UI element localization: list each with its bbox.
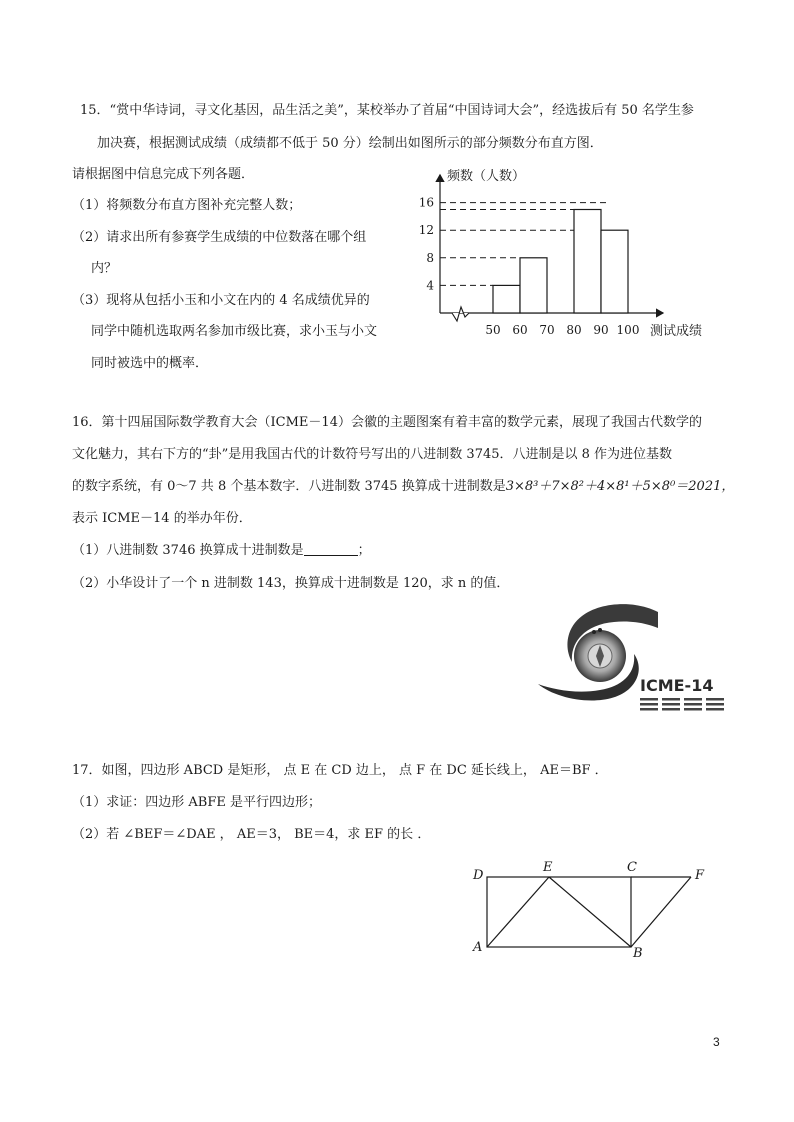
segment-eb bbox=[549, 877, 631, 947]
q15-sub-2b: 内？ bbox=[91, 261, 118, 276]
q17-sub-2: （2）若 ∠BEF＝∠DAE ， AE＝3， BE＝4，求 EF 的长 ． bbox=[72, 827, 431, 842]
q15-sub-3c: 同时被选中的概率． bbox=[91, 356, 209, 371]
label-f: F bbox=[695, 868, 705, 883]
q16-line-1: 16．第十四届国际数学教育大会（ICME－14）会徽的主题图案有着丰富的数学元素，展现了我国古代数学的 bbox=[72, 415, 702, 430]
bar bbox=[601, 230, 628, 313]
label-e: E bbox=[543, 860, 553, 875]
q16-sub-2: （2）小华设计了一个 n 进制数 143，换算成十进制数是 120，求 n 的值． bbox=[72, 576, 510, 591]
q16-sub-1-text: （1）八进制数 3746 换算成十进制数是 bbox=[72, 543, 304, 558]
page-number: 3 bbox=[713, 1035, 720, 1049]
logo-dot-2 bbox=[598, 628, 602, 632]
rectangle-abcd bbox=[487, 877, 631, 947]
x-axis-label: 测试成绩 bbox=[650, 324, 703, 339]
logo-gua-bars bbox=[640, 698, 724, 711]
y-tick-label: 16 bbox=[418, 195, 434, 210]
q17-sub-1: （1）求证：四边形 ABFE 是平行四边形； bbox=[72, 795, 321, 810]
icme-logo bbox=[530, 598, 730, 716]
q16-sub-1 bbox=[72, 541, 371, 561]
q16-sub-1-end: ； bbox=[357, 543, 371, 558]
y-tick-label: 8 bbox=[426, 250, 434, 265]
segment-bf bbox=[631, 877, 691, 947]
q16-line-3-text: 的数字系统，有 0～7 共 8 个基本数字．八进制数 3745 换算成十进制数是 bbox=[72, 479, 506, 494]
q15-sub-1: （1）将频数分布直方图补充完整人数； bbox=[72, 198, 302, 213]
label-d: D bbox=[473, 868, 484, 883]
x-tick-label: 60 bbox=[512, 323, 528, 337]
label-c: C bbox=[627, 860, 637, 875]
q15-line-1: 15．“赏中华诗词，寻文化基因，品生活之美”，某校举办了首届“中国诗词大会”，经选拔后有 50 名学生参 bbox=[80, 103, 694, 118]
label-a: A bbox=[473, 940, 483, 955]
rectangle-figure bbox=[465, 855, 725, 960]
logo-text: ICME-14 bbox=[640, 676, 714, 695]
axis-break bbox=[452, 307, 469, 321]
q17-line-1: 17．如图，四边形 ABCD 是矩形， 点 E 在 CD 边上， 点 F 在 DC 延长线上， AE＝BF ． bbox=[72, 763, 608, 778]
x-tick-label: 70 bbox=[539, 323, 555, 337]
q15-sub-3b: 同学中随机选取两名参加市级比赛，求小玉与小文 bbox=[91, 324, 378, 339]
x-tick-label: 90 bbox=[593, 323, 609, 337]
q15-sub-3a: （3）现将从包括小玉和小文在内的 4 名成绩优异的 bbox=[72, 293, 370, 308]
bar bbox=[520, 258, 547, 313]
q15-line-2: 加决赛，根据测试成绩（成绩都不低于 50 分）绘制出如图所示的部分频数分布直方图． bbox=[97, 136, 603, 151]
q16-line-4: 表示 ICME－14 的举办年份． bbox=[72, 511, 252, 526]
q15-sub-2a: （2）请求出所有参赛学生成绩的中位数落在哪个组 bbox=[72, 230, 367, 245]
histogram bbox=[405, 165, 725, 345]
q16-line-3 bbox=[72, 477, 734, 497]
q16-line-2: 文化魅力，其右下方的“卦”是用我国古代的计数符号写出的八进制数 3745．八进制是以 8 作为进位基数 bbox=[72, 447, 673, 462]
segment-ae bbox=[487, 877, 549, 947]
x-tick-label: 80 bbox=[566, 323, 582, 337]
y-tick-label: 12 bbox=[418, 223, 434, 238]
y-axis-label: 频数（人数） bbox=[447, 169, 526, 184]
q16-formula: 3×8³＋7×8²＋4×8¹＋5×8⁰＝2021， bbox=[505, 479, 735, 494]
answer-blank bbox=[304, 543, 358, 556]
x-tick-label: 50 bbox=[485, 323, 501, 337]
q15-line-3: 请根据图中信息完成下列各题． bbox=[72, 167, 255, 182]
bar bbox=[574, 210, 601, 314]
logo-dot-1 bbox=[592, 630, 596, 634]
label-b: B bbox=[633, 946, 643, 960]
bar bbox=[493, 285, 520, 313]
x-tick-label: 100 bbox=[616, 323, 640, 337]
y-tick-label: 4 bbox=[426, 278, 434, 293]
